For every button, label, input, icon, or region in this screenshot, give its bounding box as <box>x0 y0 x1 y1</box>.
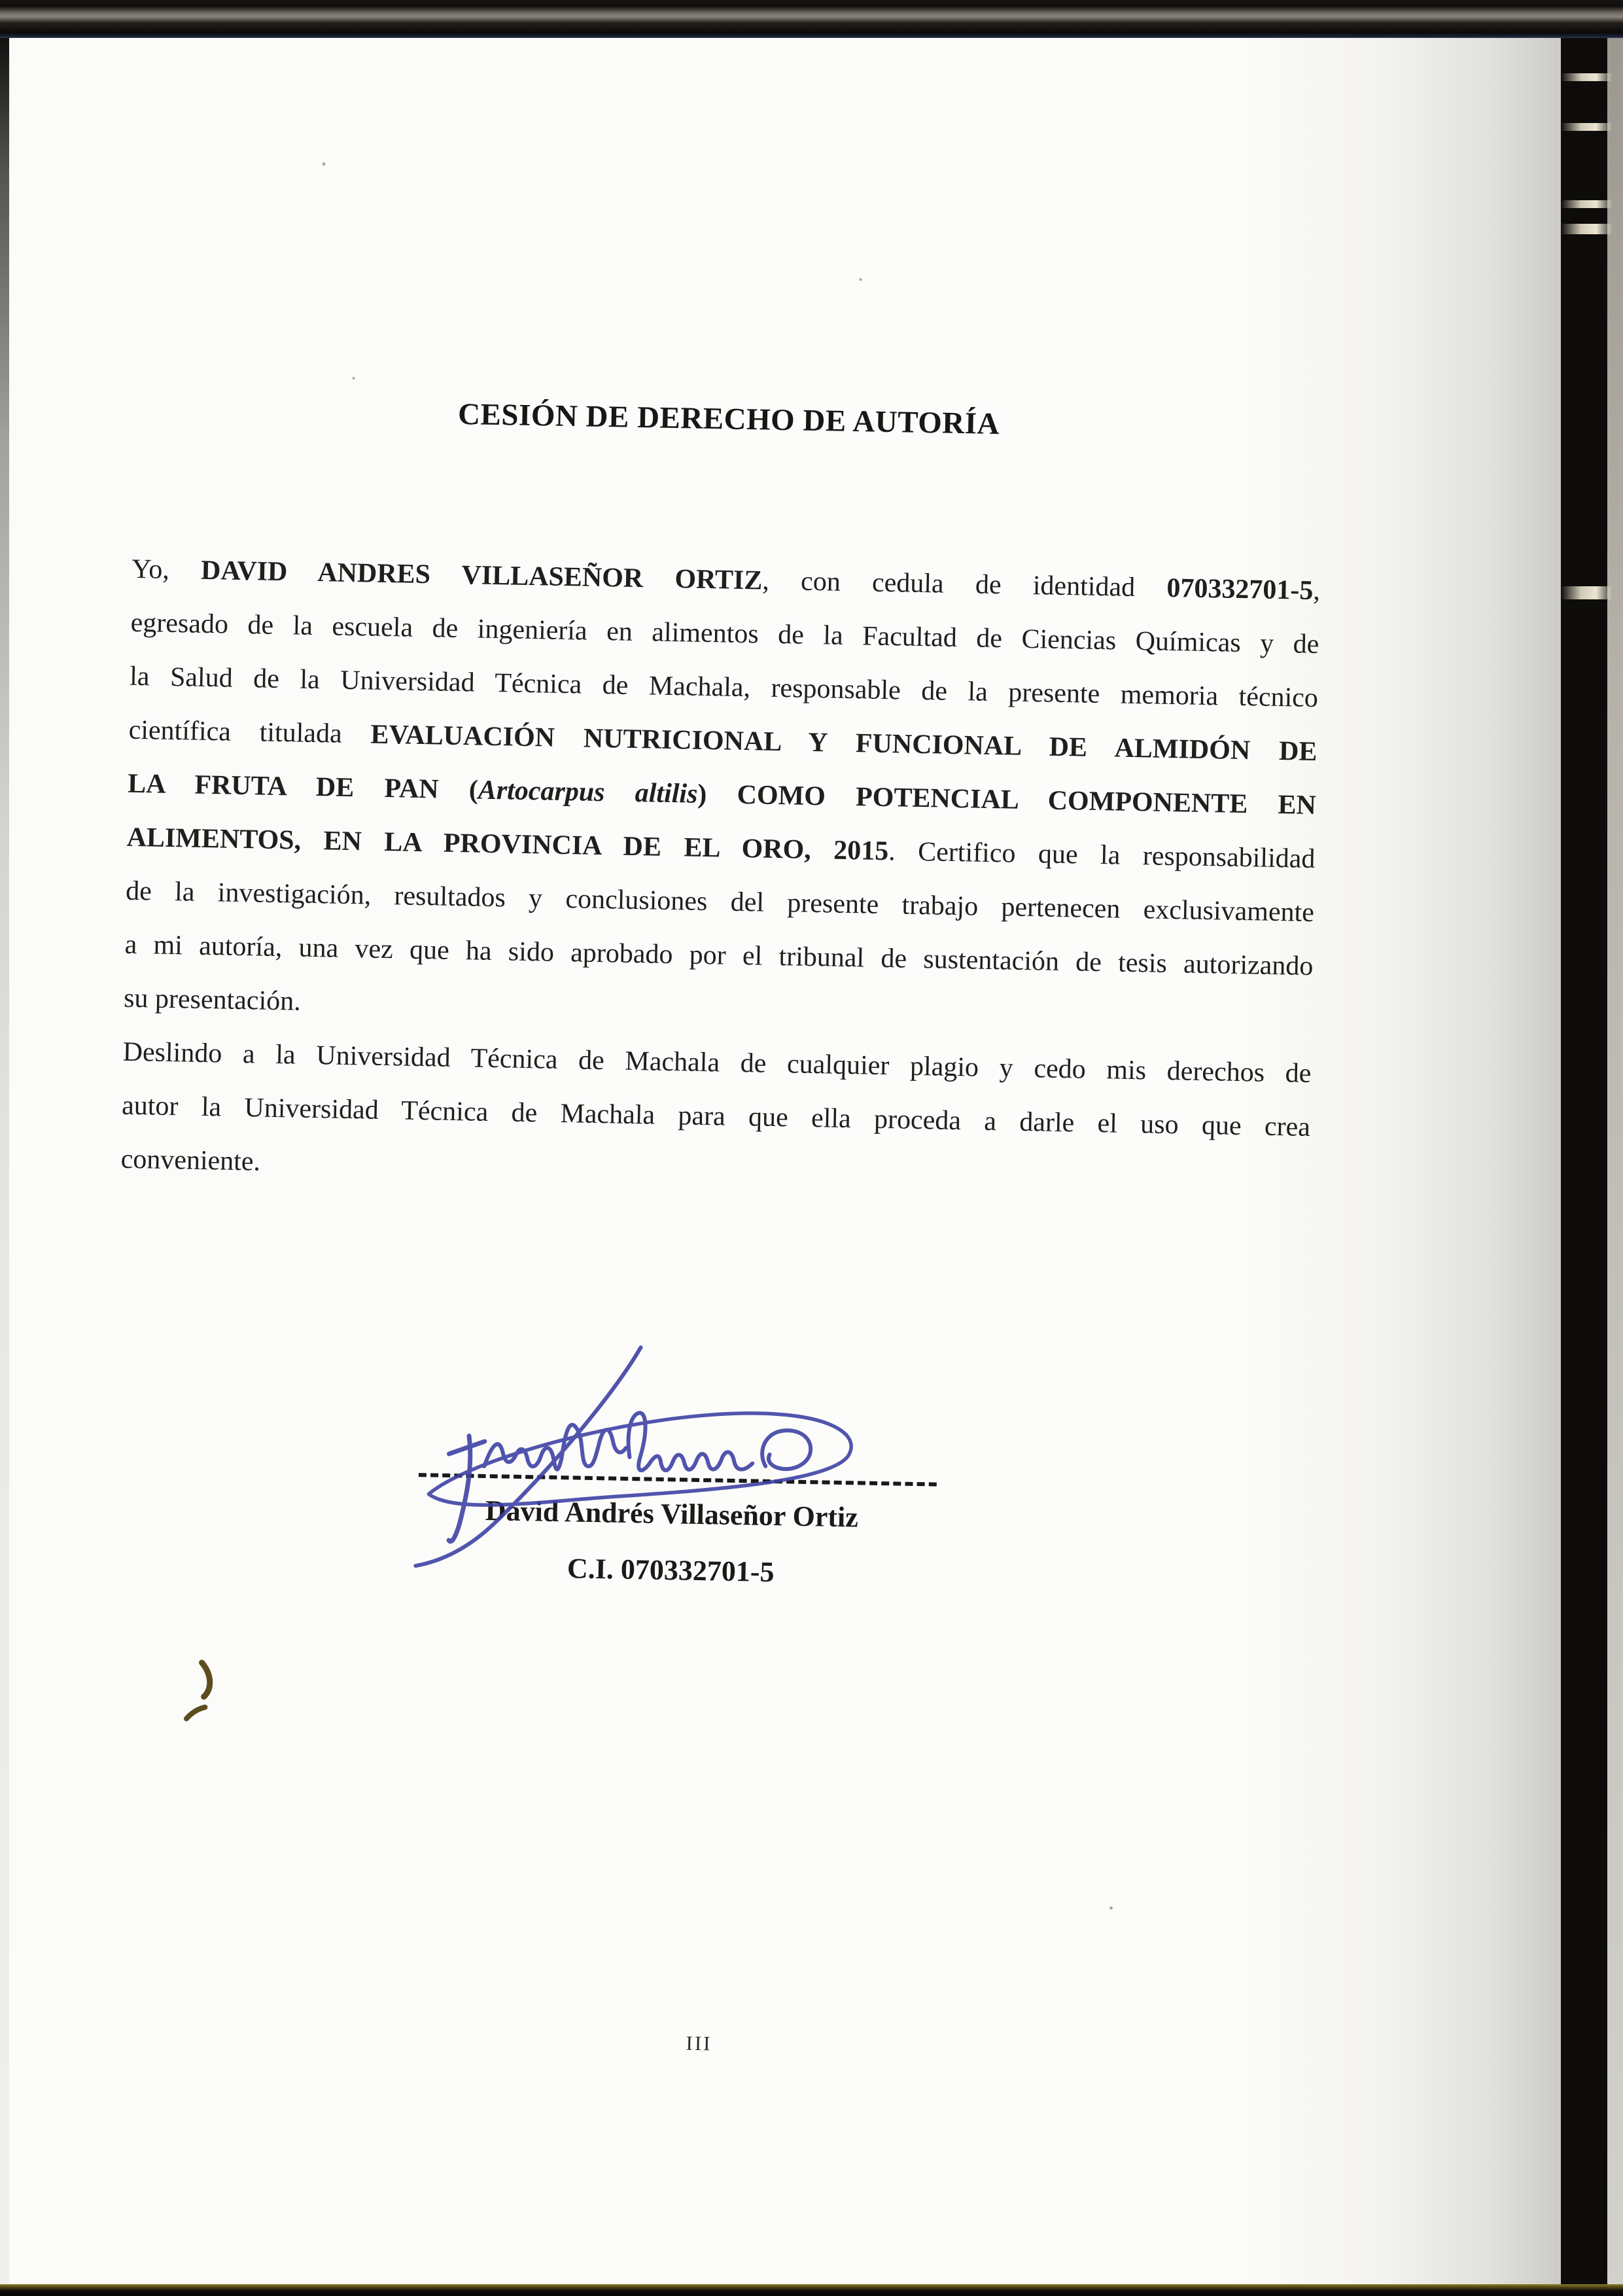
scan-speck <box>1109 1907 1113 1910</box>
ink-smudge-icon <box>179 1655 226 1728</box>
scan-top-edge <box>0 0 1623 38</box>
text-segment: su presentación. <box>123 983 302 1017</box>
text-segment: ) COMO POTENCIAL COMPONENTE EN <box>697 779 1317 821</box>
text-segment: ALIMENTOS, EN LA PROVINCIA DE EL ORO, 2015 <box>126 822 889 867</box>
text-segment: 070332701-5 <box>1166 573 1314 606</box>
text-segment: Yo, <box>131 554 201 586</box>
page-number: III <box>686 2031 712 2055</box>
signatory-name: David Andrés Villaseñor Ortiz <box>485 1494 859 1534</box>
text-segment: científica titulada <box>128 715 371 750</box>
scan-left-edge <box>0 37 9 2286</box>
scan-speck <box>353 377 355 380</box>
book-spine-band <box>1561 0 1623 2296</box>
page-edge-streak <box>1561 123 1611 131</box>
text-segment: de la investigación, resultados y conclusiones del presente trabajo pertenecen exclusivamente <box>125 875 1315 928</box>
page-edge-streak <box>1561 73 1611 81</box>
scan-speck <box>859 278 862 281</box>
text-segment: EVALUACIÓN NUTRICIONAL Y FUNCIONAL DE ALMIDÓN DE <box>370 719 1318 768</box>
text-segment: a mi autoría, una vez que ha sido aprobado por el tribunal de sustentación de tesis autorizando <box>124 929 1314 982</box>
text-segment: DAVID ANDRES VILLASEÑOR ORTIZ <box>200 555 763 596</box>
text-segment: Artocarpus altilis <box>478 775 698 809</box>
page-edge-streak <box>1561 200 1611 208</box>
text-segment: , con cedula de identidad <box>761 565 1167 603</box>
text-segment: , <box>1312 575 1321 607</box>
signature-scribble-icon <box>396 1325 950 1583</box>
signatory-id: C.I. 070332701-5 <box>567 1552 775 1589</box>
text-segment: conveniente. <box>120 1144 261 1177</box>
scan-bottom-edge <box>0 2284 1623 2296</box>
text-segment: . Certifico que la responsabilidad <box>888 836 1316 875</box>
page-title: CESIÓN DE DERECHO DE AUTORÍA <box>457 397 1000 442</box>
text-segment: la Salud de la Universidad Técnica de Machala, responsable de la presente memoria técnico <box>129 661 1319 714</box>
scan-speck <box>323 162 326 166</box>
text-segment: LA FRUTA DE PAN ( <box>127 768 479 805</box>
spine-outer-strip <box>1607 0 1623 2296</box>
text-segment: Deslindo a la Universidad Técnica de Machala de cualquier plagio y cedo mis derechos de <box>122 1036 1312 1089</box>
text-segment: egresado de la escuela de ingeniería en alimentos de la Facultad de Ciencias Químicas y de <box>130 607 1319 660</box>
text-segment: autor la Universidad Técnica de Machala para que ella proceda a darle el uso que crea <box>121 1090 1311 1142</box>
page-edge-streak <box>1561 586 1611 599</box>
page-edge-streak <box>1561 224 1611 234</box>
